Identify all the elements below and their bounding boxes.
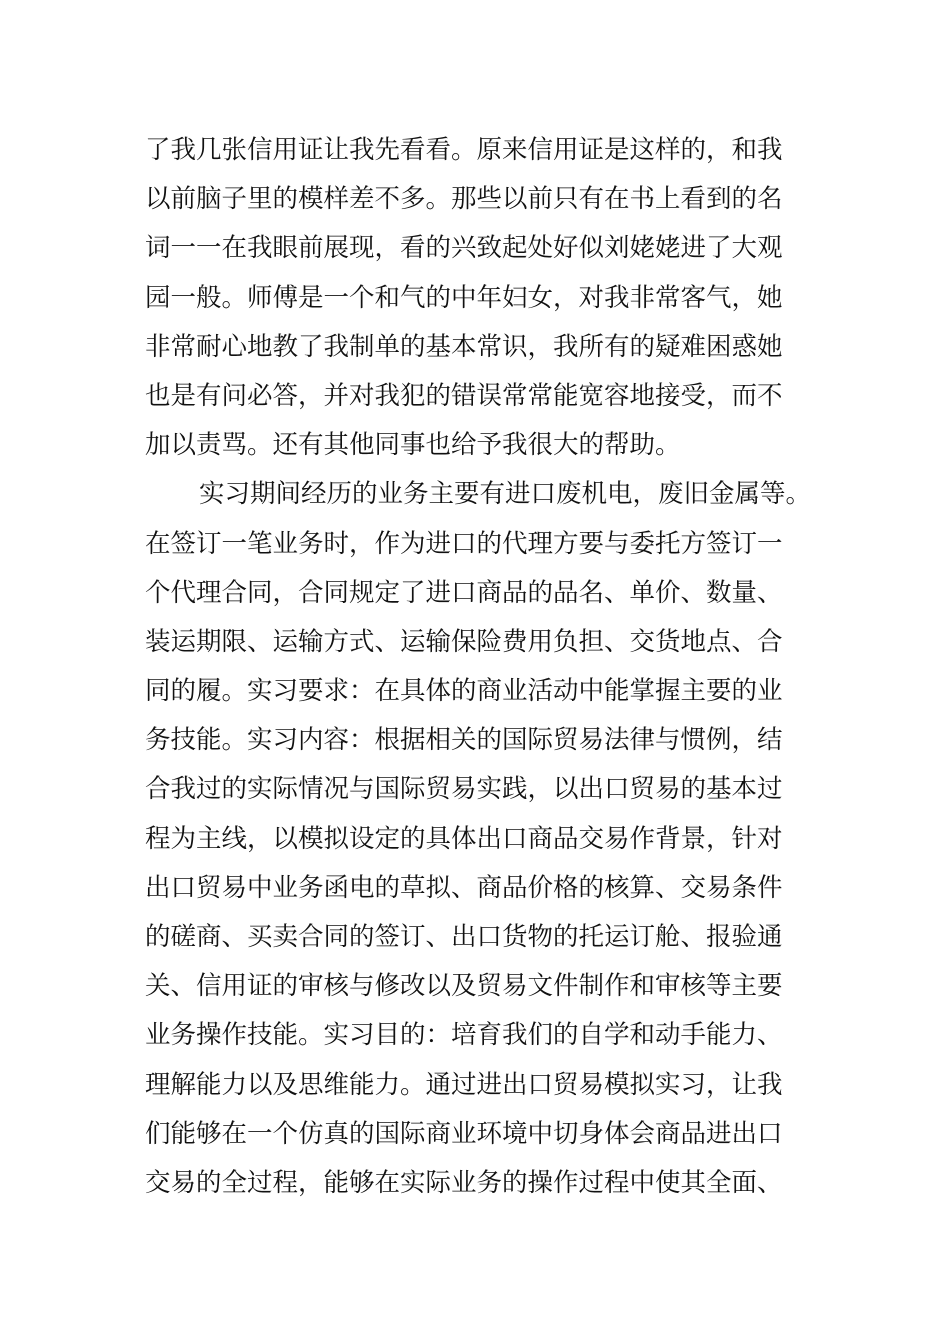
text-line: 业务操作技能。实习目的：培育我们的自学和动手能力、 (145, 1020, 783, 1051)
text-line: 装运期限、运输方式、运输保险费用负担、交货地点、合 (145, 626, 783, 657)
text-line: 理解能力以及思维能力。通过进出口贸易模拟实习，让我 (145, 1069, 783, 1100)
text-line: 合我过的实际情况与国际贸易实践，以出口贸易的基本过 (145, 774, 783, 805)
text-line: 同的履。实习要求：在具体的商业活动中能掌握主要的业 (145, 676, 783, 707)
text-line: 加以责骂。还有其他同事也给予我很大的帮助。 (145, 430, 681, 461)
text-line: 程为主线，以模拟设定的具体出口商品交易作背景，针对 (145, 823, 783, 854)
text-line: 们能够在一个仿真的国际商业环境中切身体会商品进出口 (145, 1118, 783, 1149)
text-line: 在签订一笔业务时，作为进口的代理方要与委托方签订一 (145, 528, 783, 559)
body-text (145, 126, 845, 1208)
paragraph-first-line: 实习期间经历的业务主要有进口废机电，废旧金属等。 (199, 479, 812, 510)
text-line: 务技能。实习内容：根据相关的国际贸易法律与惯例，结 (145, 725, 783, 756)
text-line: 词一一在我眼前展现，看的兴致起处好似刘姥姥进了大观 (145, 233, 783, 264)
text-line: 也是有问必答，并对我犯的错误常常能宽容地接受，而不 (145, 380, 783, 411)
text-line: 非常耐心地教了我制单的基本常识，我所有的疑难困惑她 (145, 331, 783, 362)
text-line: 以前脑子里的模样差不多。那些以前只有在书上看到的名 (145, 184, 783, 215)
text-line: 了我几张信用证让我先看看。原来信用证是这样的，和我 (145, 135, 783, 165)
text-line: 出口贸易中业务函电的草拟、商品价格的核算、交易条件 (145, 872, 783, 903)
text-line: 个代理合同，合同规定了进口商品的品名、单价、数量、 (145, 577, 783, 608)
text-line: 交易的全过程，能够在实际业务的操作过程中使其全面、 (145, 1167, 783, 1198)
text-line: 的磋商、买卖合同的签订、出口货物的托运订舱、报验通 (145, 922, 783, 952)
text-line: 园一般。师傅是一个和气的中年妇女，对我非常客气，她 (145, 282, 783, 313)
text-line: 关、信用证的审核与修改以及贸易文件制作和审核等主要 (145, 971, 783, 1002)
